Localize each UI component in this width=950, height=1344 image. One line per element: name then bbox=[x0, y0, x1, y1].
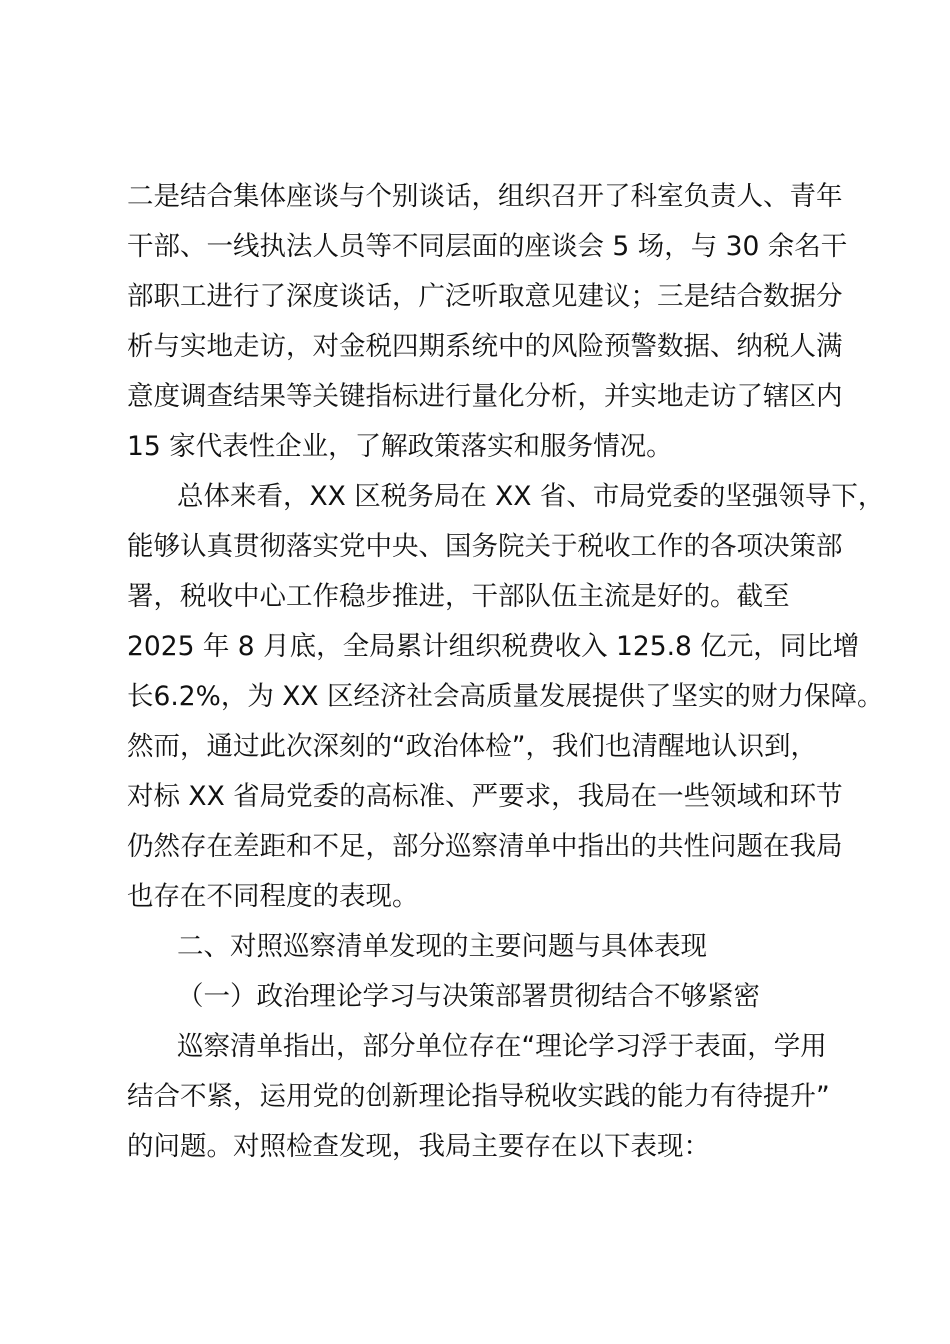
text-line: 然而，通过此次深刻的“政治体检”，我们也清醒地认识到， bbox=[127, 731, 817, 762]
paragraph-first-line: 总体来看，XX 区税务局在 XX 省、市局党委的坚强领导下， bbox=[177, 481, 885, 512]
text-line: 署，税收中心工作稳步推进，干部队伍主流是好的。截至 bbox=[127, 581, 790, 612]
text-line: 长6.2%，为 XX 区经济社会高质量发展提供了坚实的财力保障。 bbox=[127, 681, 884, 712]
subsection-heading: （一）政治理论学习与决策部署贯彻结合不够紧密 bbox=[177, 981, 760, 1012]
text-line: 结合不紧，运用党的创新理论指导税收实践的能力有待提升” bbox=[127, 1081, 830, 1112]
text-line: 析与实地走访，对金税四期系统中的风险预警数据、纳税人满 bbox=[127, 331, 843, 362]
text-line: 也存在不同程度的表现。 bbox=[127, 881, 419, 912]
text-line: 的问题。对照检查发现，我局主要存在以下表现： bbox=[127, 1131, 710, 1162]
text-line: 部职工进行了深度谈话，广泛听取意见建议；三是结合数据分 bbox=[127, 281, 843, 312]
text-line: 15 家代表性企业，了解政策落实和服务情况。 bbox=[127, 431, 673, 462]
text-line: 对标 XX 省局党委的高标准、严要求，我局在一些领域和环节 bbox=[127, 781, 843, 812]
text-line: 能够认真贯彻落实党中央、国务院关于税收工作的各项决策部 bbox=[127, 531, 843, 562]
text-line: 二是结合集体座谈与个别谈话，组织召开了科室负责人、青年 bbox=[127, 181, 843, 212]
text-line: 仍然存在差距和不足，部分巡察清单中指出的共性问题在我局 bbox=[127, 831, 843, 862]
text-line: 2025 年 8 月底，全局累计组织税费收入 125.8 亿元，同比增 bbox=[127, 631, 860, 662]
text-line: 干部、一线执法人员等不同层面的座谈会 5 场，与 30 余名干 bbox=[127, 231, 848, 262]
section-heading: 二、对照巡察清单发现的主要问题与具体表现 bbox=[177, 931, 707, 962]
text-line: 意度调查结果等关键指标进行量化分析，并实地走访了辖区内 bbox=[127, 381, 843, 412]
paragraph-first-line: 巡察清单指出，部分单位存在“理论学习浮于表面，学用 bbox=[177, 1031, 827, 1062]
